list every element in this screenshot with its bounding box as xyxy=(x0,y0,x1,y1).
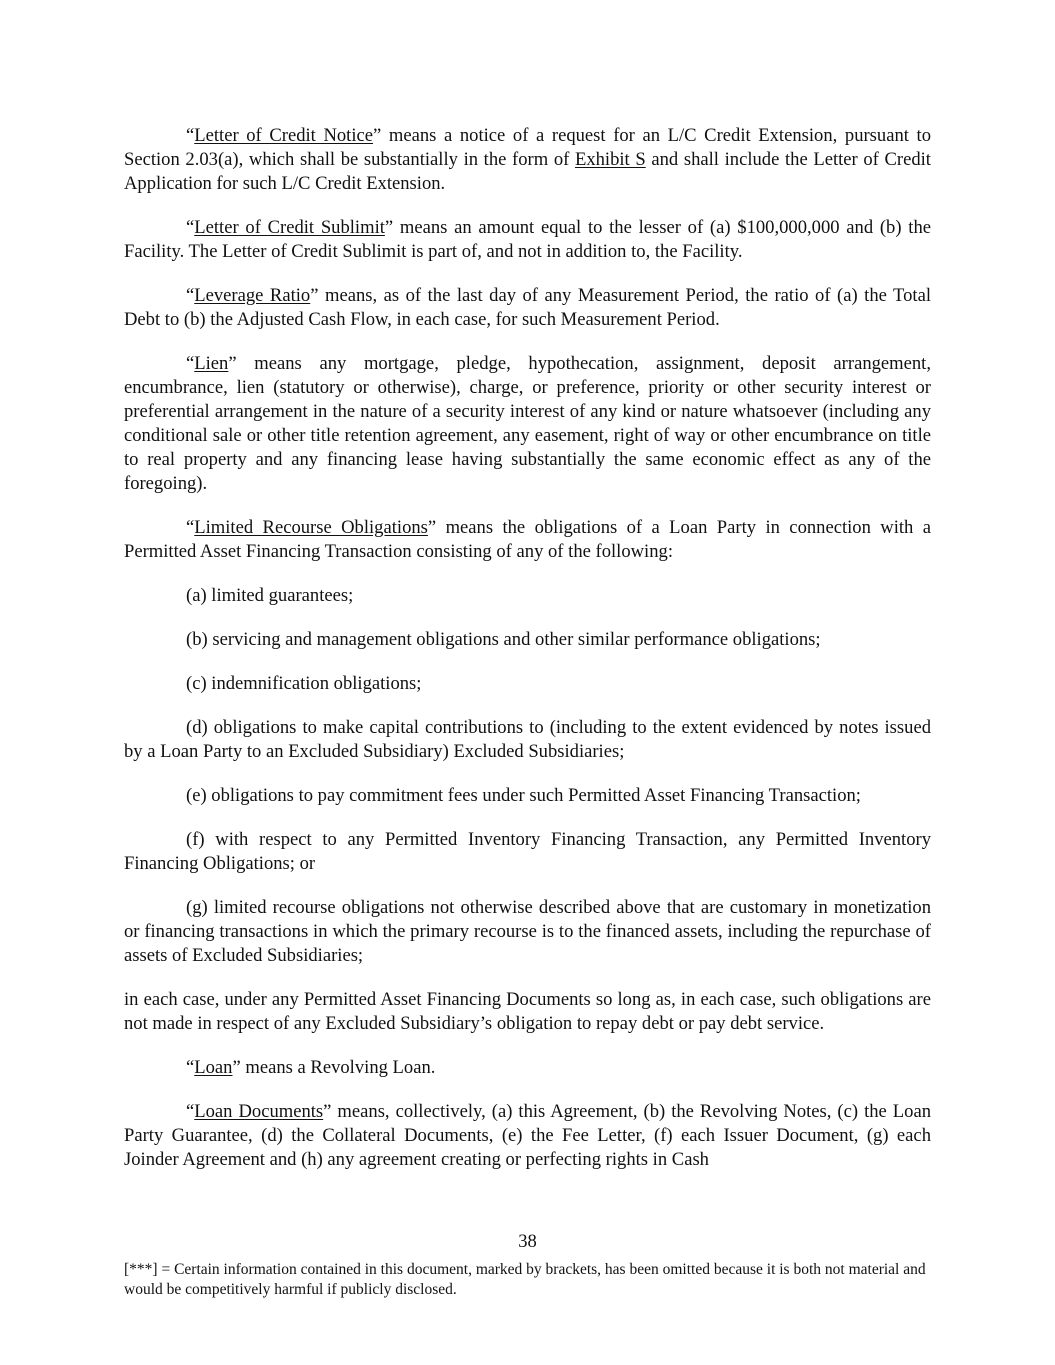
defined-term: Letter of Credit Notice xyxy=(194,125,374,146)
list-item: (d) obligations to make capital contributions to (including to the extent evidenced by notes issued by a Loan Party to an Excluded Subsidiary) Excluded Subsidiaries; xyxy=(124,717,931,762)
quote: “ xyxy=(186,125,195,146)
defined-term: Loan Documents xyxy=(194,1101,324,1122)
quote: “ xyxy=(186,1101,195,1122)
defined-term: Lien xyxy=(194,353,229,374)
quote: “ xyxy=(186,517,195,538)
definition-text: ” means a notice of a request for an L/C Credit Extension, pursuant to Section 2.03(a), which shall be substantially in the form of xyxy=(124,125,932,170)
definition-text: ” means, as of the last day of any Measurement Period, the ratio of (a) the Total Debt to (b) the Adjusted Cash Flow, in each case, for such Measurement Period. xyxy=(124,285,931,330)
closing-paragraph: in each case, under any Permitted Asset Financing Documents so long as, in each case, such obligations are not made in respect of any Excluded Subsidiary’s obligation to repay debt or pay debt service. xyxy=(124,989,931,1034)
defined-term: Loan xyxy=(194,1057,233,1078)
defined-term: Leverage Ratio xyxy=(194,285,311,306)
definition-text: ” means, collectively, (a) this Agreement, (b) the Revolving Notes, (c) the Loan Party Guarantee, (d) the Collateral Documents, (e) the Fee Letter, (f) each Issuer Document, (g) each Joinder Agreement and (h) any agreement creating or perfecting rights in Cash xyxy=(124,1101,932,1170)
definition-limited-recourse-obligations xyxy=(124,516,931,564)
definition-text: and shall include the Letter of Credit Application for such L/C Credit Extension. xyxy=(124,149,931,194)
page-number: 38 xyxy=(518,1231,537,1252)
definition-leverage-ratio xyxy=(124,284,931,332)
defined-term: Limited Recourse Obligations xyxy=(194,517,428,538)
footnote: [***] = Certain information contained in this document, marked by brackets, has been omitted because it is both not material and would be competitively harmful if publicly disclosed. xyxy=(124,1261,926,1298)
document-body xyxy=(124,124,931,1192)
list-item: (f) with respect to any Permitted Inventory Financing Transaction, any Permitted Inventory Financing Obligations; or xyxy=(124,829,931,874)
quote: “ xyxy=(186,217,195,238)
quote: “ xyxy=(186,353,195,374)
definition-text: ” means any mortgage, pledge, hypothecation, assignment, deposit arrangement, encumbrance, lien (statutory or otherwise), charge, or preference, priority or other security interest or preferential arrangement in the nature of a security interest of any kind or nature whatsoever (including any conditional sale or other title retention agreement, any easement, right of way or other encumbrance on title to real property and any financing lease having substantially the same economic effect as any of the foregoing). xyxy=(124,353,931,494)
definition-loan-documents xyxy=(124,1100,931,1172)
list-item: (g) limited recourse obligations not otherwise described above that are customary in monetization or financing transactions in which the primary recourse is to the financed assets, including the repurchase of assets of Excluded Subsidiaries; xyxy=(124,897,931,966)
list-item: (b) servicing and management obligations and other similar performance obligations; xyxy=(186,629,821,650)
definition-text: ” means the obligations of a Loan Party in connection with a Permitted Asset Financing Transaction consisting of any of the following: xyxy=(124,517,932,562)
list-item: (c) indemnification obligations; xyxy=(186,673,422,694)
exhibit-reference: Exhibit S xyxy=(574,149,646,170)
definition-text: ” means a Revolving Loan. xyxy=(232,1057,436,1078)
definition-text: ” means an amount equal to the lesser of (a) $100,000,000 and (b) the Facility. The Letter of Credit Sublimit is part of, and not in addition to, the Facility. xyxy=(124,217,932,262)
list-item: (e) obligations to pay commitment fees under such Permitted Asset Financing Transaction; xyxy=(186,785,861,806)
quote: “ xyxy=(186,285,195,306)
definition-lien xyxy=(124,352,931,496)
definition-letter-of-credit-sublimit xyxy=(124,216,931,264)
list-item: (a) limited guarantees; xyxy=(186,585,354,606)
quote: “ xyxy=(186,1057,195,1078)
definition-loan xyxy=(124,1056,931,1080)
defined-term: Letter of Credit Sublimit xyxy=(194,217,385,238)
definition-letter-of-credit-notice xyxy=(124,124,931,196)
